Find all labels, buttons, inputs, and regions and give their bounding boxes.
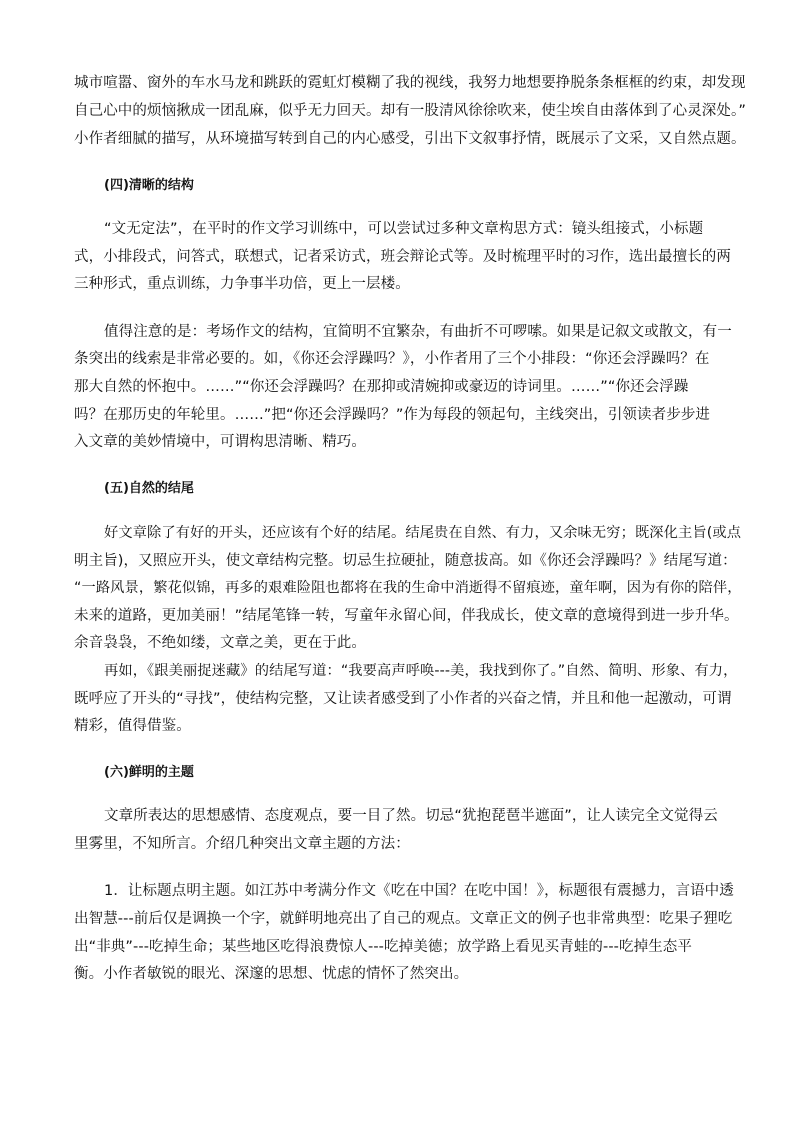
section-heading-structure: (四)清晰的结构 [104, 178, 194, 193]
paragraph-line: 余音袅袅，不绝如缕，文章之美，更在于此。 [74, 635, 366, 651]
paragraph-line: 1．让标题点明主题。如江苏中考满分作文《吃在中国？在吃中国！》，标题很有震撼力，言语中透 [104, 883, 734, 899]
paragraph-line: “一路风景，繁花似锦，再多的艰难险阻也都将在我的生命中消逝得不留痕迹，童年啊，因为有你的陪伴， [74, 580, 742, 596]
paragraph-line: 好文章除了有好的开头，还应该有个好的结尾。结尾贵在自然、有力，又余味无穷；既深化主旨(或点 [104, 525, 742, 541]
paragraph-line: 那大自然的怀抱中。……”“你还会浮躁吗？在那抑或清婉抑或豪迈的诗词里。……”“你还会浮躁 [74, 379, 689, 395]
section-heading-ending: (五)自然的结尾 [104, 481, 194, 496]
paragraph-line: 小作者细腻的描写，从环境描写转到自己的内心感受，引出下文叙事抒情，既展示了文采，又自然点题。 [74, 131, 746, 147]
paragraph-line: 出智慧---前后仅是调换一个字，就鲜明地亮出了自己的观点。文章正文的例子也非常典型：吃果子狸吃 [74, 911, 733, 927]
paragraph-line: 精彩，值得借鉴。 [74, 718, 191, 734]
paragraph-line: 明主旨)，又照应开头，使文章结构完整。切忌生拉硬扯，随意拔高。如《你还会浮躁吗？》结尾写道： [74, 553, 737, 569]
paragraph-line: 条突出的线索是非常必要的。如，《你还会浮躁吗？》，小作者用了三个小排段：“你还会浮躁吗？在 [74, 351, 710, 367]
paragraph-line: 自己心中的烦恼揪成一团乱麻，似乎无力回天。却有一股清风徐徐吹来，使尘埃自由落体到了心灵深处。” [74, 103, 746, 119]
paragraph-line: “文无定法”，在平时的作文学习训练中，可以尝试过多种文章构思方式：镜头组接式，小标题 [104, 221, 704, 237]
paragraph-line: 吗？在那历史的年轮里。……”把“你还会浮躁吗？”作为每段的领起句，主线突出，引领读者步步进 [74, 407, 711, 423]
paragraph-line: 式，小排段式，问答式，联想式，记者采访式，班会辩论式等。及时梳理平时的习作，选出最擅长的两 [74, 249, 731, 265]
paragraph-line: 再如，《跟美丽捉迷藏》的结尾写道：“我要高声呼唤---美，我找到你了。”自然、简明、形象、有力， [104, 663, 738, 679]
paragraph-line: 出“非典”---吃掉生命；某些地区吃得浪费惊人---吃掉美德；放学路上看见买青蛙的---吃掉生态平 [74, 939, 693, 955]
paragraph-line: 三种形式，重点训练，力争事半功倍，更上一层楼。 [74, 276, 410, 292]
paragraph-line: 里雾里，不知所言。介绍几种突出文章主题的方法： [74, 836, 410, 852]
paragraph-line: 值得注意的是：考场作文的结构，宜简明不宜繁杂，有曲折不可啰嗦。如果是记叙文或散文，有一 [104, 324, 732, 340]
paragraph-line: 未来的道路，更加美丽！”结尾笔锋一转，写童年永留心间，伴我成长，使文章的意境得到进一步升华。 [74, 608, 739, 624]
paragraph-line: 既呼应了开头的“寻找”，使结构完整，又让读者感受到了小作者的兴奋之情，并且和他一起激动，可谓 [74, 691, 732, 707]
paragraph-line: 衡。小作者敏锐的眼光、深邃的思想、忧虑的情怀了然突出。 [74, 966, 469, 982]
paragraph-line: 城市喧嚣、窗外的车水马龙和跳跃的霓虹灯模糊了我的视线，我努力地想要挣脱条条框框的约束，却发现 [74, 75, 746, 91]
paragraph-line: 文章所表达的思想感情、态度观点，要一目了然。切忌“犹抱琵琶半遮面”，让人读完全文觉得云 [104, 808, 718, 824]
section-heading-theme: (六)鲜明的主题 [104, 765, 194, 780]
paragraph-line: 入文章的美妙情境中，可谓构思清晰、精巧。 [74, 434, 366, 450]
